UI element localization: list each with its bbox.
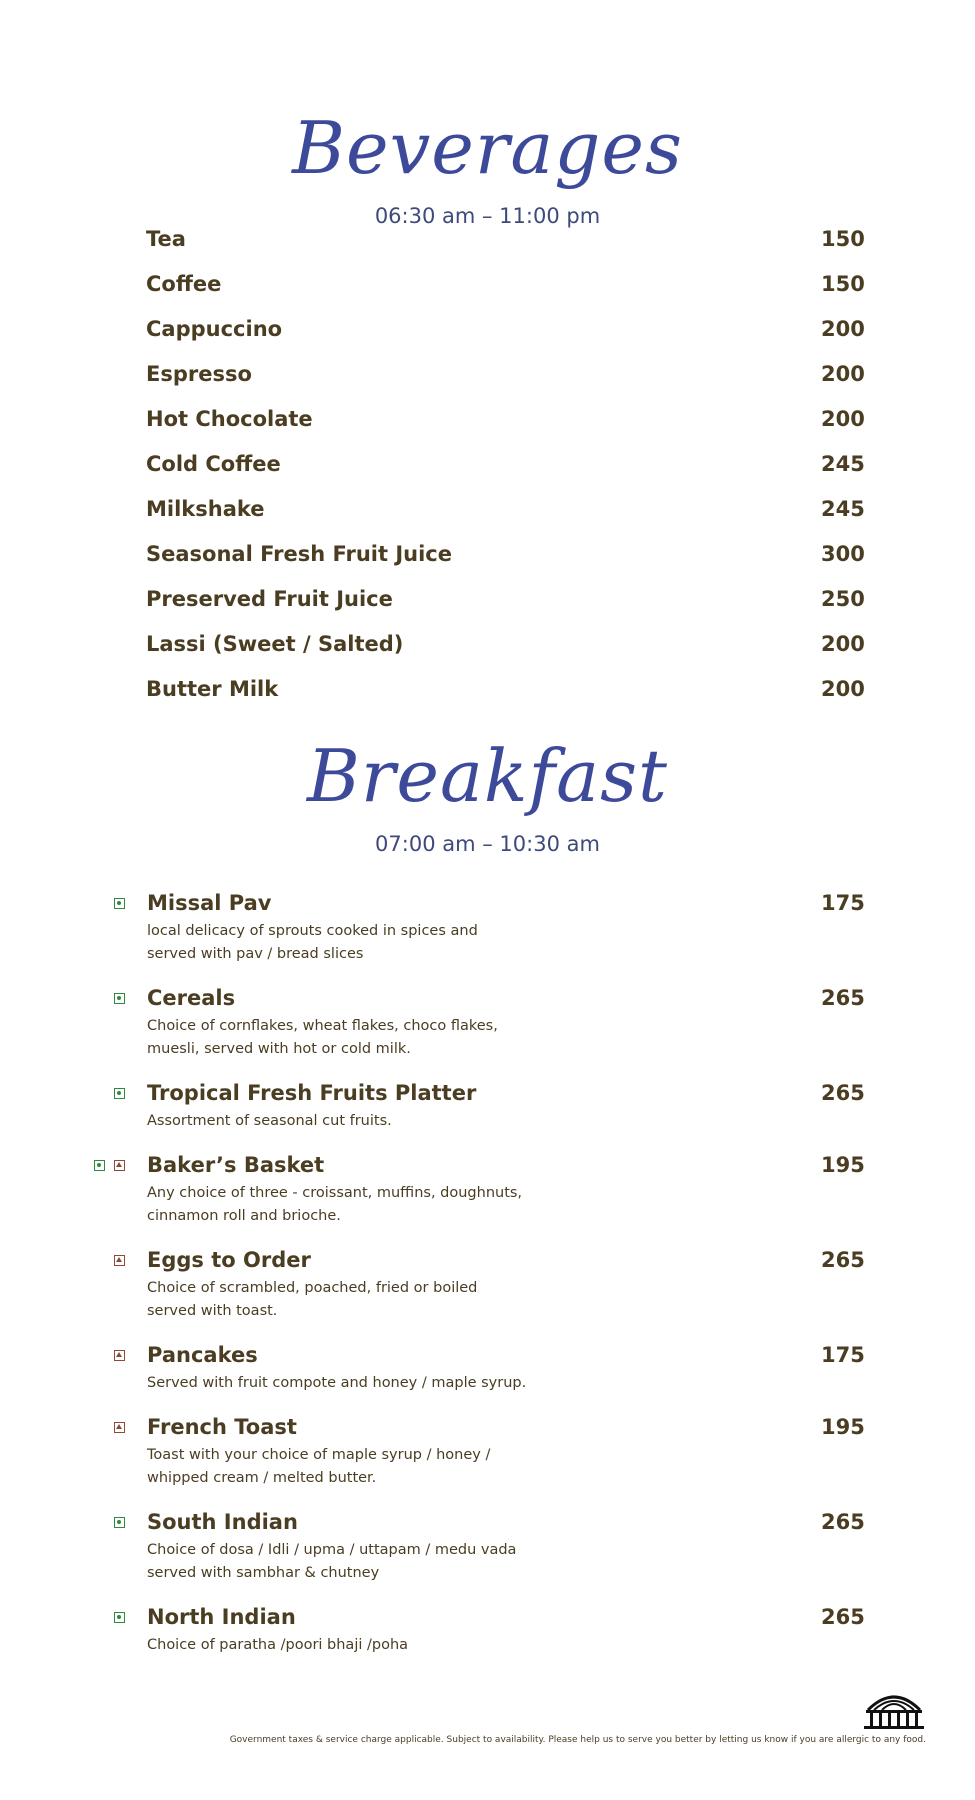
item-description-line: cinnamon roll and brioche. [147, 1208, 341, 1224]
item-price: 175 [821, 1343, 865, 1367]
beverage-row [146, 587, 865, 617]
item-description [147, 1110, 567, 1133]
nonveg-icon [114, 1255, 125, 1266]
item-description [147, 1444, 567, 1490]
item-description-line: Choice of cornflakes, wheat flakes, choco flakes, [147, 1018, 498, 1034]
beverage-row [146, 452, 865, 482]
beverage-price: 200 [821, 317, 865, 341]
veg-icon [114, 1088, 125, 1099]
item-price: 265 [821, 1605, 865, 1629]
beverage-row [146, 272, 865, 302]
beverage-row [146, 317, 865, 347]
item-name: South Indian [147, 1510, 298, 1534]
footer-note: Government taxes & service charge applicable. Subject to availability. Please help us to serve you better by letting us know if you are allergic to any food. [229, 1735, 926, 1745]
beverage-name: Preserved Fruit Juice [146, 587, 393, 611]
beverage-price: 245 [821, 452, 865, 476]
item-description [147, 1539, 567, 1585]
item-description-line: whipped cream / melted butter. [147, 1470, 377, 1486]
pavilion-icon [862, 1688, 926, 1730]
item-price: 265 [821, 986, 865, 1010]
beverage-name: Espresso [146, 362, 252, 386]
breakfast-title: Breakfast [307, 734, 668, 818]
beverage-name: Seasonal Fresh Fruit Juice [146, 542, 452, 566]
beverage-name: Hot Chocolate [146, 407, 313, 431]
item-price: 265 [821, 1510, 865, 1534]
veg-icon [114, 1517, 125, 1528]
item-description-line: served with toast. [147, 1303, 278, 1319]
item-name: North Indian [147, 1605, 296, 1629]
beverage-price: 200 [821, 407, 865, 431]
item-description [147, 1634, 567, 1657]
item-name: Tropical Fresh Fruits Platter [147, 1081, 477, 1105]
veg-icon [114, 898, 125, 909]
nonveg-icon [114, 1422, 125, 1433]
beverage-row [146, 362, 865, 392]
item-description-line: Served with fruit compote and honey / maple syrup. [147, 1375, 527, 1391]
beverages-title: Beverages [292, 106, 683, 190]
item-description-line: muesli, served with hot or cold milk. [147, 1041, 411, 1057]
beverage-price: 200 [821, 632, 865, 656]
beverage-price: 200 [821, 362, 865, 386]
beverage-row [146, 677, 865, 707]
beverage-price: 150 [821, 272, 865, 296]
item-name: Missal Pav [147, 891, 272, 915]
veg-icon [114, 993, 125, 1004]
item-description-line: Any choice of three - croissant, muffins, doughnuts, [147, 1185, 523, 1201]
beverage-row [146, 407, 865, 437]
item-name: Eggs to Order [147, 1248, 311, 1272]
beverage-name: Lassi (Sweet / Salted) [146, 632, 404, 656]
item-price: 175 [821, 891, 865, 915]
item-price: 265 [821, 1248, 865, 1272]
beverage-price: 150 [821, 227, 865, 251]
item-description [147, 920, 567, 966]
veg-icon [114, 1612, 125, 1623]
veg-icon [94, 1160, 105, 1171]
item-description-line: Toast with your choice of maple syrup / honey / [147, 1447, 491, 1463]
item-description-line: Assortment of seasonal cut fruits. [147, 1113, 392, 1129]
item-name: French Toast [147, 1415, 297, 1439]
nonveg-icon [114, 1350, 125, 1361]
item-price: 195 [821, 1153, 865, 1177]
beverage-price: 200 [821, 677, 865, 701]
beverage-row [146, 542, 865, 572]
item-name: Baker’s Basket [147, 1153, 325, 1177]
item-description [147, 1372, 567, 1395]
beverage-name: Butter Milk [146, 677, 279, 701]
beverage-name: Milkshake [146, 497, 265, 521]
beverage-price: 245 [821, 497, 865, 521]
beverage-name: Cold Coffee [146, 452, 281, 476]
item-description [147, 1277, 567, 1323]
item-price: 195 [821, 1415, 865, 1439]
nonveg-icon [114, 1160, 125, 1171]
beverage-price: 250 [821, 587, 865, 611]
item-name: Pancakes [147, 1343, 258, 1367]
item-price: 265 [821, 1081, 865, 1105]
beverage-row [146, 632, 865, 662]
item-description-line: served with pav / bread slices [147, 946, 364, 962]
beverage-name: Tea [146, 227, 186, 251]
beverage-row [146, 227, 865, 257]
beverage-row [146, 497, 865, 527]
item-description-line: Choice of scrambled, poached, fried or boiled [147, 1280, 478, 1296]
item-description [147, 1182, 567, 1228]
item-name: Cereals [147, 986, 236, 1010]
item-description [147, 1015, 567, 1061]
item-description-line: Choice of dosa / Idli / upma / uttapam / medu vada [147, 1542, 517, 1558]
item-description-line: served with sambhar & chutney [147, 1565, 380, 1581]
beverage-name: Coffee [146, 272, 222, 296]
beverages-hours: 06:30 am – 11:00 pm [374, 204, 601, 228]
beverage-price: 300 [821, 542, 865, 566]
beverage-name: Cappuccino [146, 317, 283, 341]
item-description-line: local delicacy of sprouts cooked in spices and [147, 923, 478, 939]
breakfast-hours: 07:00 am – 10:30 am [375, 832, 600, 856]
item-description-line: Choice of paratha /poori bhaji /poha [147, 1637, 409, 1653]
